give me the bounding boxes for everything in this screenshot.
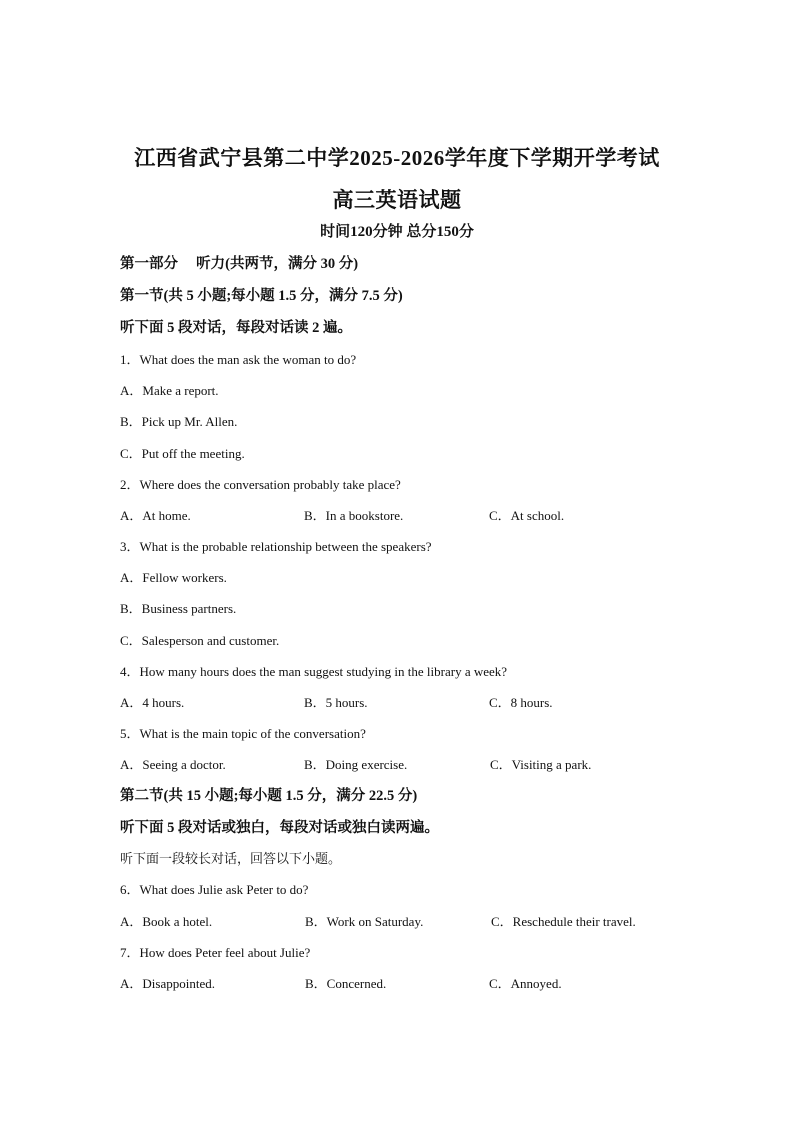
question-6-option-a: A．Book a hotel. bbox=[120, 914, 213, 929]
question-5-stem: 5．What is the main topic of the conversation? bbox=[120, 726, 366, 741]
question-3-option-c: C．Salesperson and customer. bbox=[120, 633, 280, 648]
question-1-stem: 1．What does the man ask the woman to do? bbox=[120, 352, 357, 367]
question-4-stem: 4．How many hours does the man suggest studying in the library a week? bbox=[120, 664, 508, 679]
question-3-stem: 3．What is the probable relationship between the speakers? bbox=[120, 539, 432, 554]
exam-title: 江西省武宁县第二中学2025-2026学年度下学期开学考试 bbox=[134, 146, 660, 170]
question-3-option-b: B．Business partners. bbox=[120, 601, 237, 616]
section2-heading: 第二节(共 15 小题;每小题 1.5 分，满分 22.5 分) bbox=[120, 788, 418, 804]
question-4-option-b: B．5 hours. bbox=[304, 695, 368, 710]
question-3-option-a: A．Fellow workers. bbox=[120, 570, 227, 585]
question-2-option-b: B．In a bookstore. bbox=[304, 508, 404, 523]
question-1-option-b: B．Pick up Mr. Allen. bbox=[120, 414, 238, 429]
question-2-stem: 2．Where does the conversation probably take place? bbox=[120, 477, 401, 492]
question-6-option-b: B．Work on Saturday. bbox=[305, 914, 424, 929]
section2-instruction: 听下面 5 段对话或独白，每段对话或独白读两遍。 bbox=[120, 820, 439, 836]
question-5-option-b: B．Doing exercise. bbox=[304, 757, 408, 772]
question-7-option-a: A．Disappointed. bbox=[120, 976, 215, 991]
part1-heading: 第一部分 听力(共两节，满分 30 分) bbox=[120, 256, 359, 272]
section1-heading: 第一节(共 5 小题;每小题 1.5 分，满分 7.5 分) bbox=[120, 288, 403, 304]
question-4-option-c: C．8 hours. bbox=[489, 695, 553, 710]
question-7-stem: 7．How does Peter feel about Julie? bbox=[120, 945, 311, 960]
question-6-option-c: C．Reschedule their travel. bbox=[491, 914, 636, 929]
question-2-option-a: A．At home. bbox=[120, 508, 191, 523]
exam-subtitle: 高三英语试题 bbox=[332, 188, 462, 212]
question-4-option-a: A．4 hours. bbox=[120, 695, 185, 710]
question-1-option-a: A．Make a report. bbox=[120, 383, 219, 398]
section1-instruction: 听下面 5 段对话，每段对话读 2 遍。 bbox=[120, 320, 352, 336]
question-7-option-b: B．Concerned. bbox=[305, 976, 387, 991]
question-1-option-c: C．Put off the meeting. bbox=[120, 446, 245, 461]
question-5-option-c: C．Visiting a park. bbox=[490, 757, 592, 772]
question-7-option-c: C．Annoyed. bbox=[489, 976, 562, 991]
question-6-stem: 6．What does Julie ask Peter to do? bbox=[120, 882, 309, 897]
exam-time-score: 时间120分钟 总分150分 bbox=[320, 224, 474, 240]
question-2-option-c: C．At school. bbox=[489, 508, 565, 523]
question-5-option-a: A．Seeing a doctor. bbox=[120, 757, 226, 772]
section2-subinstruction: 听下面一段较长对话，回答以下小题。 bbox=[120, 851, 342, 866]
